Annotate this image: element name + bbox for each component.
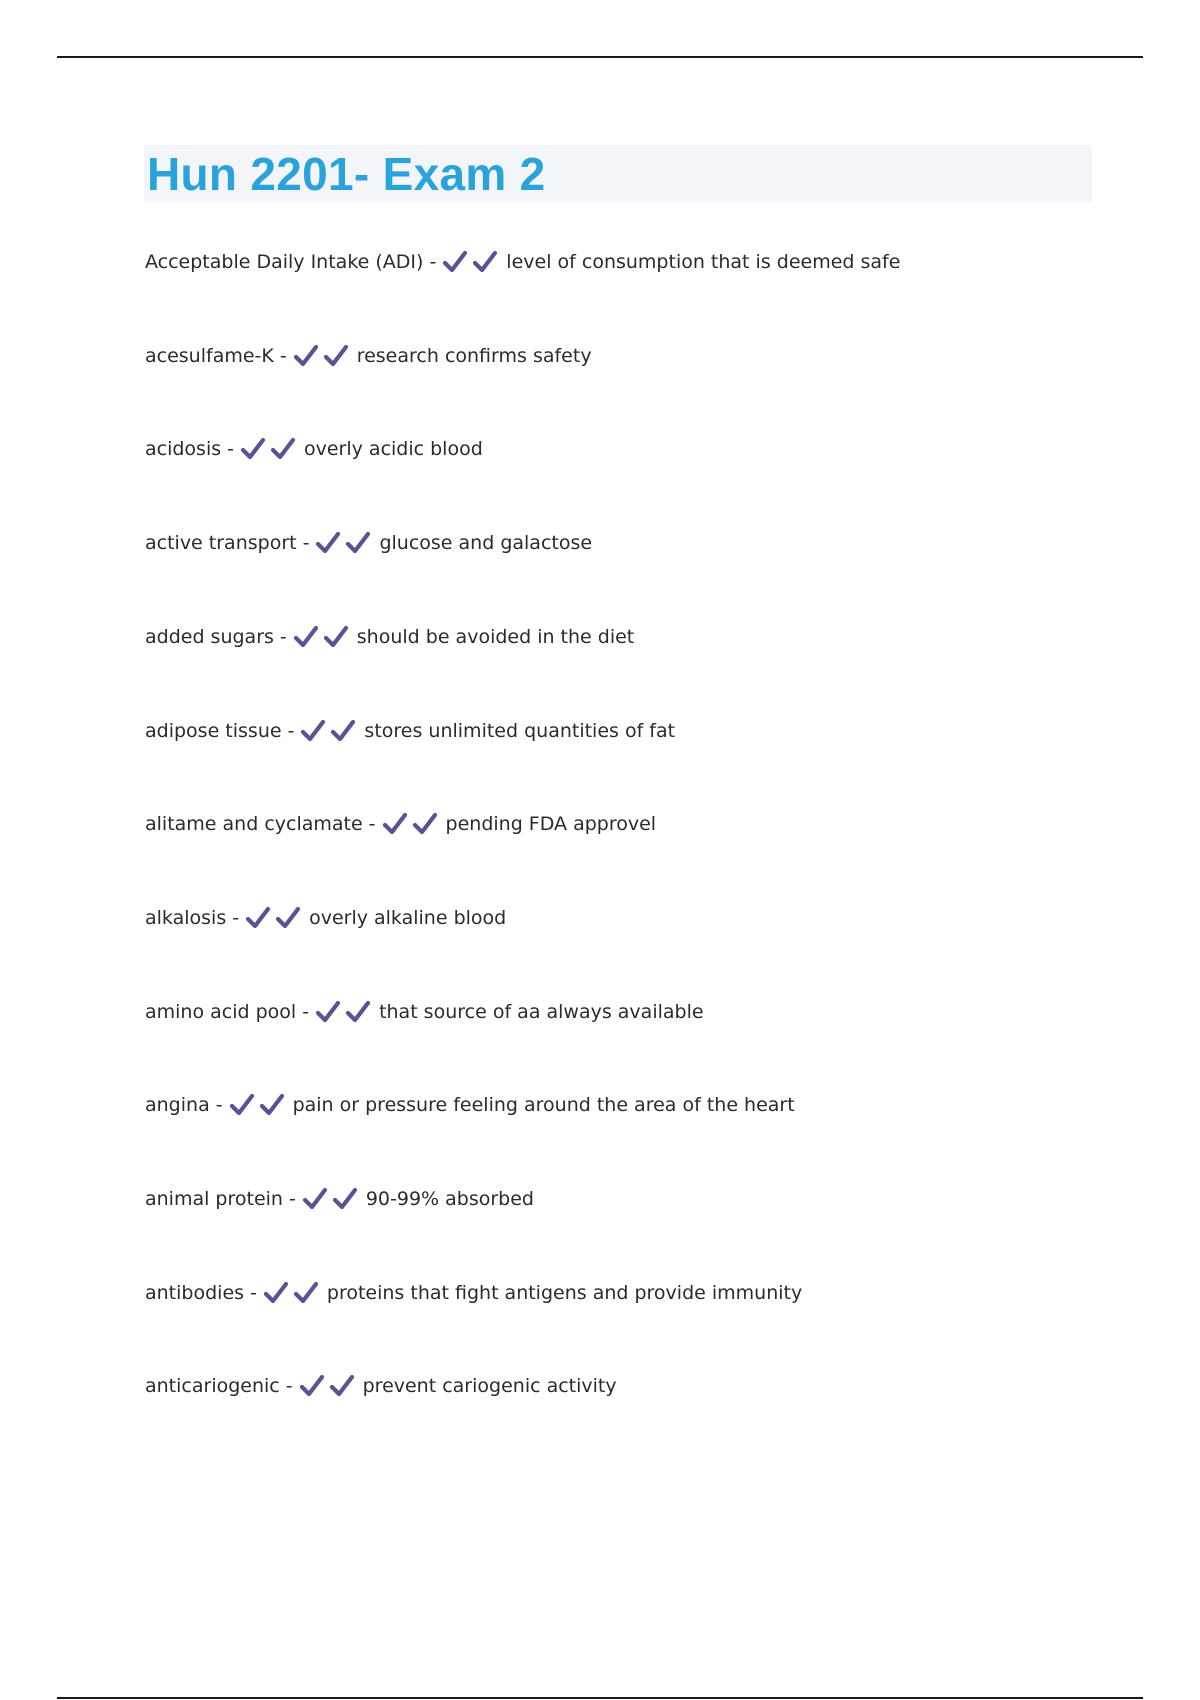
checkmark-icon xyxy=(299,1374,325,1398)
checkmark-icon xyxy=(472,250,498,274)
checkmark-icon xyxy=(300,719,326,743)
glossary-entry xyxy=(145,1278,802,1308)
glossary-entry xyxy=(145,809,656,839)
checkmark-icon xyxy=(323,625,349,649)
entry-separator: - xyxy=(285,1375,293,1397)
entry-separator: - xyxy=(279,626,287,648)
checkmark-icon xyxy=(323,344,349,368)
entry-term: alkalosis xyxy=(145,907,227,929)
entry-separator: - xyxy=(368,813,376,835)
entry-term: anticariogenic xyxy=(145,1375,280,1397)
check-marks xyxy=(382,812,442,836)
glossary-entry xyxy=(145,434,483,464)
check-marks xyxy=(245,906,305,930)
entry-term: acesulfame-K xyxy=(145,345,274,367)
entry-term: added sugars xyxy=(145,626,274,648)
glossary-entry xyxy=(145,1184,534,1214)
glossary-entry xyxy=(145,622,634,652)
glossary-entry xyxy=(145,903,506,933)
check-marks xyxy=(263,1281,323,1305)
entry-separator: - xyxy=(288,1188,296,1210)
entry-term: animal protein xyxy=(145,1188,283,1210)
entry-definition: 90-99% absorbed xyxy=(365,1188,534,1210)
entry-separator: - xyxy=(302,532,310,554)
checkmark-icon xyxy=(412,812,438,836)
glossary-entry xyxy=(145,247,900,277)
check-marks xyxy=(229,1093,289,1117)
entry-separator: - xyxy=(302,1001,310,1023)
checkmark-icon xyxy=(275,906,301,930)
check-marks xyxy=(442,250,502,274)
entry-definition: pending FDA approvel xyxy=(445,813,657,835)
checkmark-icon xyxy=(382,812,408,836)
checkmark-icon xyxy=(263,1281,289,1305)
entry-definition: stores unlimited quantities of fat xyxy=(364,720,676,742)
entry-definition: level of consumption that is deemed safe xyxy=(506,251,901,273)
glossary-entry xyxy=(145,716,675,746)
entry-definition: proteins that fight antigens and provide immunity xyxy=(326,1282,803,1304)
checkmark-icon xyxy=(330,719,356,743)
entry-term: alitame and cyclamate xyxy=(145,813,363,835)
checkmark-icon xyxy=(302,1187,328,1211)
check-marks xyxy=(302,1187,362,1211)
entry-separator: - xyxy=(232,907,240,929)
checkmark-icon xyxy=(270,437,296,461)
entry-definition: overly acidic blood xyxy=(304,438,483,460)
entry-term: amino acid pool xyxy=(145,1001,297,1023)
bottom-rule xyxy=(57,1697,1143,1699)
glossary-list xyxy=(145,0,1095,1700)
entry-term: antibodies xyxy=(145,1282,245,1304)
checkmark-icon xyxy=(229,1093,255,1117)
entry-term: adipose tissue xyxy=(145,720,282,742)
entry-definition: pain or pressure feeling around the area of the heart xyxy=(292,1094,795,1116)
check-marks xyxy=(315,531,375,555)
checkmark-icon xyxy=(245,906,271,930)
glossary-entry xyxy=(145,528,592,558)
checkmark-icon xyxy=(293,625,319,649)
entry-separator: - xyxy=(279,345,287,367)
checkmark-icon xyxy=(332,1187,358,1211)
entry-term: active transport xyxy=(145,532,297,554)
checkmark-icon xyxy=(259,1093,285,1117)
entry-definition: glucose and galactose xyxy=(379,532,593,554)
page-title: Hun 2201- Exam 2 xyxy=(147,147,546,200)
entry-definition: overly alkaline blood xyxy=(309,907,507,929)
check-marks xyxy=(293,344,353,368)
checkmark-icon xyxy=(293,1281,319,1305)
entry-definition: that source of aa always available xyxy=(379,1001,704,1023)
entry-term: angina xyxy=(145,1094,210,1116)
check-marks xyxy=(300,719,360,743)
checkmark-icon xyxy=(329,1374,355,1398)
entry-definition: should be avoided in the diet xyxy=(356,626,635,648)
entry-separator: - xyxy=(250,1282,257,1304)
check-marks xyxy=(299,1374,359,1398)
glossary-entry xyxy=(145,1371,617,1401)
checkmark-icon xyxy=(345,1000,371,1024)
check-marks xyxy=(315,1000,375,1024)
check-marks xyxy=(293,625,353,649)
entry-separator: - xyxy=(287,720,295,742)
entry-term: Acceptable Daily Intake (ADI) xyxy=(145,251,424,273)
entry-term: acidosis xyxy=(145,438,222,460)
glossary-entry xyxy=(145,997,704,1027)
checkmark-icon xyxy=(293,344,319,368)
entry-separator: - xyxy=(429,251,437,273)
entry-separator: - xyxy=(215,1094,223,1116)
checkmark-icon xyxy=(315,1000,341,1024)
checkmark-icon xyxy=(240,437,266,461)
entry-definition: prevent cariogenic activity xyxy=(362,1375,617,1397)
entry-definition: research confirms safety xyxy=(356,345,592,367)
entry-separator: - xyxy=(227,438,234,460)
checkmark-icon xyxy=(442,250,468,274)
glossary-entry xyxy=(145,341,592,371)
check-marks xyxy=(240,437,300,461)
checkmark-icon xyxy=(315,531,341,555)
checkmark-icon xyxy=(345,531,371,555)
glossary-entry xyxy=(145,1090,795,1120)
